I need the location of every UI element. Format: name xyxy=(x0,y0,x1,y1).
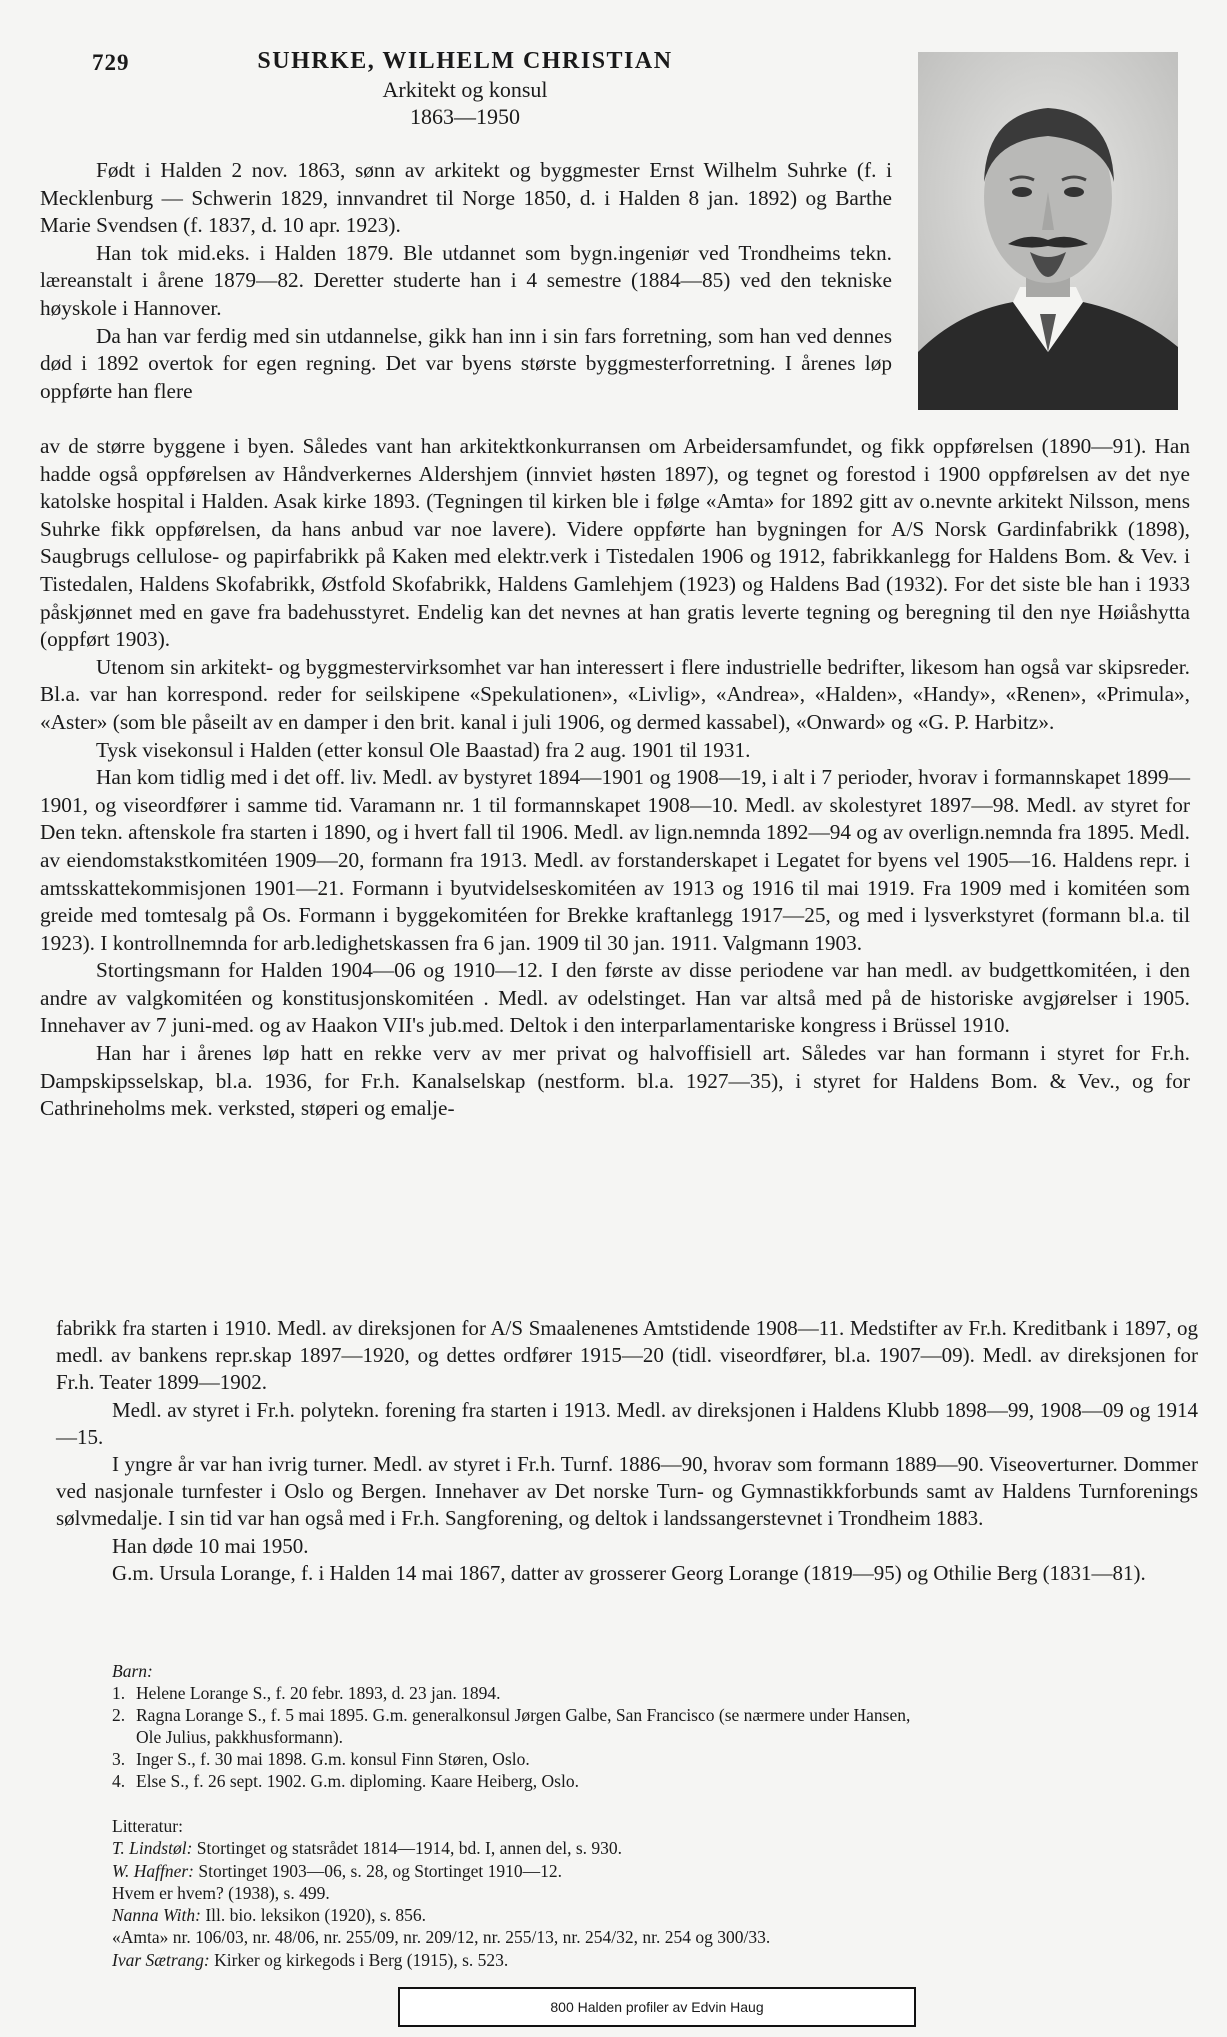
text-column-narrow xyxy=(40,157,892,405)
list-item xyxy=(112,1860,1202,1882)
paragraph-marriage: G.m. Ursula Lorange, f. i Halden 14 mai 1867, datter av grosserer Georg Lorange (1819—95) og Othilie Berg (1831—81). xyxy=(112,1560,1146,1585)
literature-section xyxy=(112,1815,1202,1971)
paragraph-public-life: Han kom tidlig med i det off. liv. Medl. av bystyret 1894—1901 og 1908—19, i alt i 7 perioder, hvorav i formannskapet 1899—1901, og viseordfører i samme tid. Varamann nr. 1 til formannskapet 1908—10. Medl. av skolestyret 1897—98. Medl. av styret for Den tekn. aftenskole fra starten i 1890, og i hvert fall til 1906. Medl. av lign.nemnda 1892—94 og av overlign.nemnda fra 1895. Medl. av eiendomstakstkomitéen 1909—20, formann fra 1913. Medl. av forstanderskapet i Legatet for byens vel 1905—16. Haldens repr. i amtsskattekommisjonen 1901—21. Formann i byutvidelseskomitéen av 1913 og 1916 til mai 1919. Fra 1909 med i komitéen som greide med tomtesalg på Os. Formann i byggekomitéen for Brekke kraftanlegg 1917—25, og med i lysverkstyret (formann bl.a. til 1923). I kontrollnemnda for arb.ledighetskassen fra 6 jan. 1909 til 30 jan. 1911. Valgmann 1903. xyxy=(40,765,1190,955)
list-item xyxy=(112,1926,1202,1948)
paragraph-death: Han døde 10 mai 1950. xyxy=(112,1533,309,1558)
paragraph-education: Han tok mid.eks. i Halden 1879. Ble utdannet som bygn.ingeniør ved Trondheims tekn. læreanstalt i årene 1879—82. Deretter studerte han i 4 semestre (1884—85) ved den tekniske høyskole i Hannover. xyxy=(40,240,892,320)
item-text: Ragna Lorange S., f. 5 mai 1895. G.m. generalkonsul Jørgen Galbe, San Francisco (se nærmere under Hansen, xyxy=(136,1705,911,1725)
item-number: 2. xyxy=(112,1705,126,1725)
paragraph-private-roles: Han har i årenes løp hatt en rekke verv av mer privat og halvoffisiell art. Således var han formann i styret for Fr.h. Dampskipsselskap, bl.a. 1936, for Fr.h. Kanalselskap (nestform. bl.a. 1927—35), i styret for Haldens Bom. & Vev., og for Cathrineholms mek. verksted, støperi og emalje- xyxy=(40,1041,1190,1121)
literature-author: W. Haffner: xyxy=(112,1860,194,1881)
footer-caption: 800 Halden profiler av Edvin Haug xyxy=(398,1987,916,2027)
literature-author: Ivar Sætrang: xyxy=(112,1949,210,1970)
item-number: 4. xyxy=(112,1771,126,1791)
paragraph-buildings: av de større byggene i byen. Således vant han arkitektkonkurransen om Arbeidersamfundet, og fikk oppførelsen (1890—91). Han hadde også oppførelsen av Håndverkernes Aldershjem (innviet høsten 1897), og tegnet og forestod i 1900 oppførelsen av det nye katolske hospital i Halden. Asak kirke 1893. (Tegningen til kirken ble i følge «Amta» for 1892 gitt av o.nevnte arkitekt Nilsson, mens Suhrke fikk oppførelsen, da hans anbud var noe lavere). Videre oppførte han bygningen for A/S Norsk Gardinfabrikk (1898), Saugbrugs cellulose- og papirfabrikk på Kaken med elektr.verk i Tistedalen 1906 og 1912, fabrikkanlegg for Haldens Bom. & Vev. i Tistedalen, Haldens Skofabrikk, Østfold Skofabrikk, Haldens Gamlehjem (1923) og Haldens Bad (1932). For det siste ble han i 1933 påskjønnet med en gave fra badehusstyret. Endelig kan det nevnes at han gratis leverte tegning og beregning til den nye Høiåshytta (oppført 1903). xyxy=(40,434,1190,652)
text-column-wide xyxy=(40,433,1190,1123)
paragraph-parliament: Stortingsmann for Halden 1904—06 og 1910—12. I den første av disse periodene var han medl. av budgettkomitéen, i den andre av valgkomitéen og konstitusjonskomitéen . Medl. av odelstinget. Han var altså med på de historiske avgjørelser i 1905. Innehaver av 7 juni-med. og av Haakon VII's jub.med. Deltok i den interparlamentariske kongress i Brüssel 1910. xyxy=(40,958,1190,1038)
literature-text: Ill. bio. leksikon (1920), s. 856. xyxy=(200,1905,427,1926)
paragraph-polytechnic: Medl. av styret i Fr.h. polytekn. forening fra starten i 1913. Medl. av direksjonen i Haldens Klubb 1898—99, 1908—09 og 1914—15. xyxy=(56,1397,1198,1449)
list-item xyxy=(112,1748,1202,1770)
item-text: Inger S., f. 30 mai 1898. G.m. konsul Finn Støren, Oslo. xyxy=(136,1749,530,1769)
item-continuation: Ole Julius, pakkhusformann). xyxy=(136,1727,344,1747)
list-item xyxy=(112,1882,1202,1904)
item-number: 3. xyxy=(112,1749,126,1769)
literature-author: T. Lindstøl: xyxy=(112,1838,193,1859)
literature-text: Hvem er hvem? (1938), s. 499. xyxy=(112,1882,330,1903)
list-item xyxy=(112,1682,1202,1704)
paragraph-directorships: fabrikk fra starten i 1910. Medl. av direksjonen for A/S Smaalenenes Amtstidende 1908—11. Medstifter av Fr.h. Kreditbank i 1897, og medl. av bankens repr.skap 1897—1920, og dettes ordfører 1915—20 (tidl. viseordfører, bl.a. 1907—09). Medl. av direksjonen for Fr.h. Teater 1899—1902. xyxy=(56,1316,1198,1395)
text-column-lower xyxy=(56,1315,1198,1587)
paragraph-career-start: Da han var ferdig med sin utdannelse, gikk han inn i sin fars forretning, som han ved dennes død i 1892 overtok for egen regning. Det var byens største byggmesterforretning. I årenes løp oppførte han flere xyxy=(40,323,892,403)
children-list xyxy=(112,1682,1202,1792)
literature-author: Nanna With: xyxy=(112,1905,201,1926)
literature-text: Kirker og kirkegods i Berg (1915), s. 523. xyxy=(209,1949,509,1970)
literature-text: «Amta» nr. 106/03, nr. 48/06, nr. 255/09, nr. 209/12, nr. 255/13, nr. 254/32, nr. 254 og 300/33. xyxy=(112,1927,771,1948)
list-item xyxy=(112,1704,1202,1748)
list-item xyxy=(112,1904,1202,1926)
page-number: 729 xyxy=(92,50,130,75)
literature-text: Stortinget og statsrådet 1814—1914, bd. I, annen del, s. 930. xyxy=(192,1838,623,1859)
literature-text: Stortinget 1903—06, s. 28, og Stortinget 1910—12. xyxy=(194,1860,562,1881)
entry-header xyxy=(230,46,700,130)
paragraph-consul: Tysk visekonsul i Halden (etter konsul Ole Baastad) fra 2 aug. 1901 til 1931. xyxy=(96,737,751,762)
portrait-photo xyxy=(918,52,1178,410)
children-section xyxy=(112,1660,1202,1792)
entry-years: 1863—1950 xyxy=(410,104,520,129)
paragraph-industry: Utenom sin arkitekt- og byggmestervirksomhet var han interessert i flere industrielle bedrifter, likesom han også var skipsreder. Bl.a. var han korrespond. reder for seilskipene «Spekulationen», «Livlig», «Andrea», «Halden», «Handy», «Renen», «Primula», «Aster» (som ble påseilt av en damper i den brit. kanal i juli 1906, og dermed kassabel), «Onward» og «G. P. Harbitz». xyxy=(40,654,1190,734)
paragraph-birth: Født i Halden 2 nov. 1863, sønn av arkitekt og byggmester Ernst Wilhelm Suhrke (f. i Mecklenburg — Schwerin 1829, innvandret til Norge 1850, d. i Halden 8 jan. 1892) og Barthe Marie Svendsen (f. 1837, d. 10 apr. 1923). xyxy=(40,158,892,238)
item-text: Else S., f. 26 sept. 1902. G.m. diploming. Kaare Heiberg, Oslo. xyxy=(136,1771,579,1791)
entry-title: Arkitekt og konsul xyxy=(382,77,548,102)
item-number: 1. xyxy=(112,1683,126,1703)
paragraph-gymnastics: I yngre år var han ivrig turner. Medl. av styret i Fr.h. Turnf. 1886—90, hvorav som formann 1889—90. Viseoverturner. Dommer ved nasjonale turnfester i Oslo og Bergen. Innehaver av Det norske Turn- og Gymnastikkforbunds samt av Haldens Turnforenings sølvmedalje. I sin tid var han også med i Fr.h. Sangforening, og deltok i landssangerstevnet i Trondheim 1883. xyxy=(56,1452,1198,1531)
entry-name: SUHRKE, WILHELM CHRISTIAN xyxy=(257,48,673,74)
children-label: Barn: xyxy=(112,1661,153,1681)
list-item xyxy=(112,1837,1202,1859)
list-item xyxy=(112,1949,1202,1971)
list-item xyxy=(112,1770,1202,1792)
literature-label: Litteratur: xyxy=(112,1816,183,1836)
item-text: Helene Lorange S., f. 20 febr. 1893, d. 23 jan. 1894. xyxy=(136,1683,501,1703)
